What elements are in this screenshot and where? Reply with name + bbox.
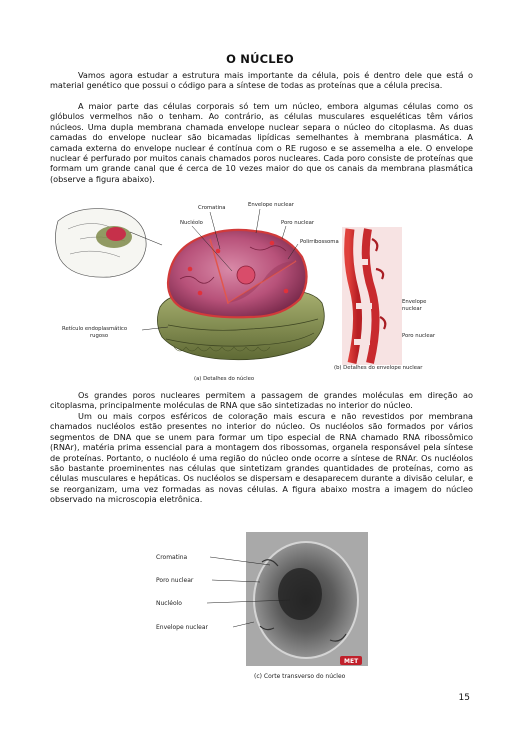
label-micro-cromatina: Cromatina	[156, 554, 188, 561]
met-badge-text: MET	[344, 658, 359, 665]
micrograph-figure	[150, 530, 370, 685]
page-title: O NÚCLEO	[226, 52, 294, 66]
nucleolus	[237, 266, 255, 284]
cell-sketch	[55, 209, 162, 278]
envelope-detail	[342, 227, 402, 365]
paragraph-nucleolus: Um ou mais corpos esféricos de coloração mais escura e não revestidos por membrana chamados nucléolos estão presentes no interior do núcleo. Os nucléolos são formados por vários segmentos de DNA que se unem para formar um tipo especial de RNA chamado RNA ribossômico (RNAr), matéria prima essencial para a montagem dos ribossomas, organela responsável pela síntese de proteínas. Portanto, o nucléolo é uma região do núcleo onde ocorre a síntese de RNAr. Os nucléolos são bastante proeminentes nas células que sintetizam grandes quantidades de proteínas, como as células musculares e hepáticas. Os nucléolos se dispersam e desaparecem durante a divisão celular, e se reorganizam, uma vez formadas as novas células. A figura abaixo mostra a imagem do núcleo observado na microscopia eletrônica.	[50, 411, 473, 505]
label-micro-nucleolo: Nucléolo	[156, 600, 182, 607]
label-cromatina: Cromatina	[198, 205, 226, 211]
label-micro-envelope: Envelope nuclear	[156, 624, 208, 631]
label-reticulo: Retículo endoplasmático	[62, 326, 128, 332]
label-envelope-nuclear: Envelope nuclear	[248, 202, 294, 208]
caption-a: (a) Detalhes do núcleo	[194, 376, 255, 382]
paragraph-intro: Vamos agora estudar a estrutura mais importante da célula, pois é dentro dele que está o material genético que possui o código para a síntese de todas as proteínas que a célula precisa.	[50, 70, 473, 91]
nucleus-illustration	[50, 199, 470, 387]
label-envelope-side-2: nuclear	[402, 306, 422, 312]
label-rugoso: rugoso	[90, 333, 109, 339]
label-polirribossoma: Polirribossoma	[300, 239, 339, 245]
label-envelope-side: Envelope	[402, 299, 427, 305]
page-number: 15	[458, 693, 470, 703]
caption-b: (b) Detalhes do envelope nuclear	[334, 365, 423, 371]
paragraph-pores: Os grandes poros nucleares permitem a passagem de grandes moléculas em direção ao citoplasma, principalmente moléculas de RNA que são sintetizadas no interior do núcleo.	[50, 390, 473, 411]
paragraph-envelope: A maior parte das células corporais só tem um núcleo, embora algumas células como os glóbulos vermelhos não o tenham. Ao contrário, as células musculares esqueléticas têm vários núcleos. Uma dupla membrana chamada envelope nuclear separa o núcleo do citoplasma. As duas camadas do envelope nuclear são bicamadas lipídicas semelhantes à membrana plasmática. A camada externa do envelope nuclear é contínua com o RE rugoso e se assemelha a ele. O envelope nuclear é perfurado por muitos canais chamados poros nucleares. Cada poro consiste de proteínas que formam um grande canal que é cerca de 10 vezes maior do que os canais da membrana plasmática (observe a figura abaixo).	[50, 101, 473, 184]
micro-caption: (c) Corte transverso do núcleo	[254, 673, 346, 680]
label-micro-poro: Poro nuclear	[156, 577, 194, 584]
label-poro-nuclear: Poro nuclear	[281, 220, 315, 226]
label-poro-side: Poro nuclear	[402, 333, 436, 339]
label-nucleolo: Nucléolo	[180, 220, 203, 226]
nucleus-body	[168, 230, 307, 317]
